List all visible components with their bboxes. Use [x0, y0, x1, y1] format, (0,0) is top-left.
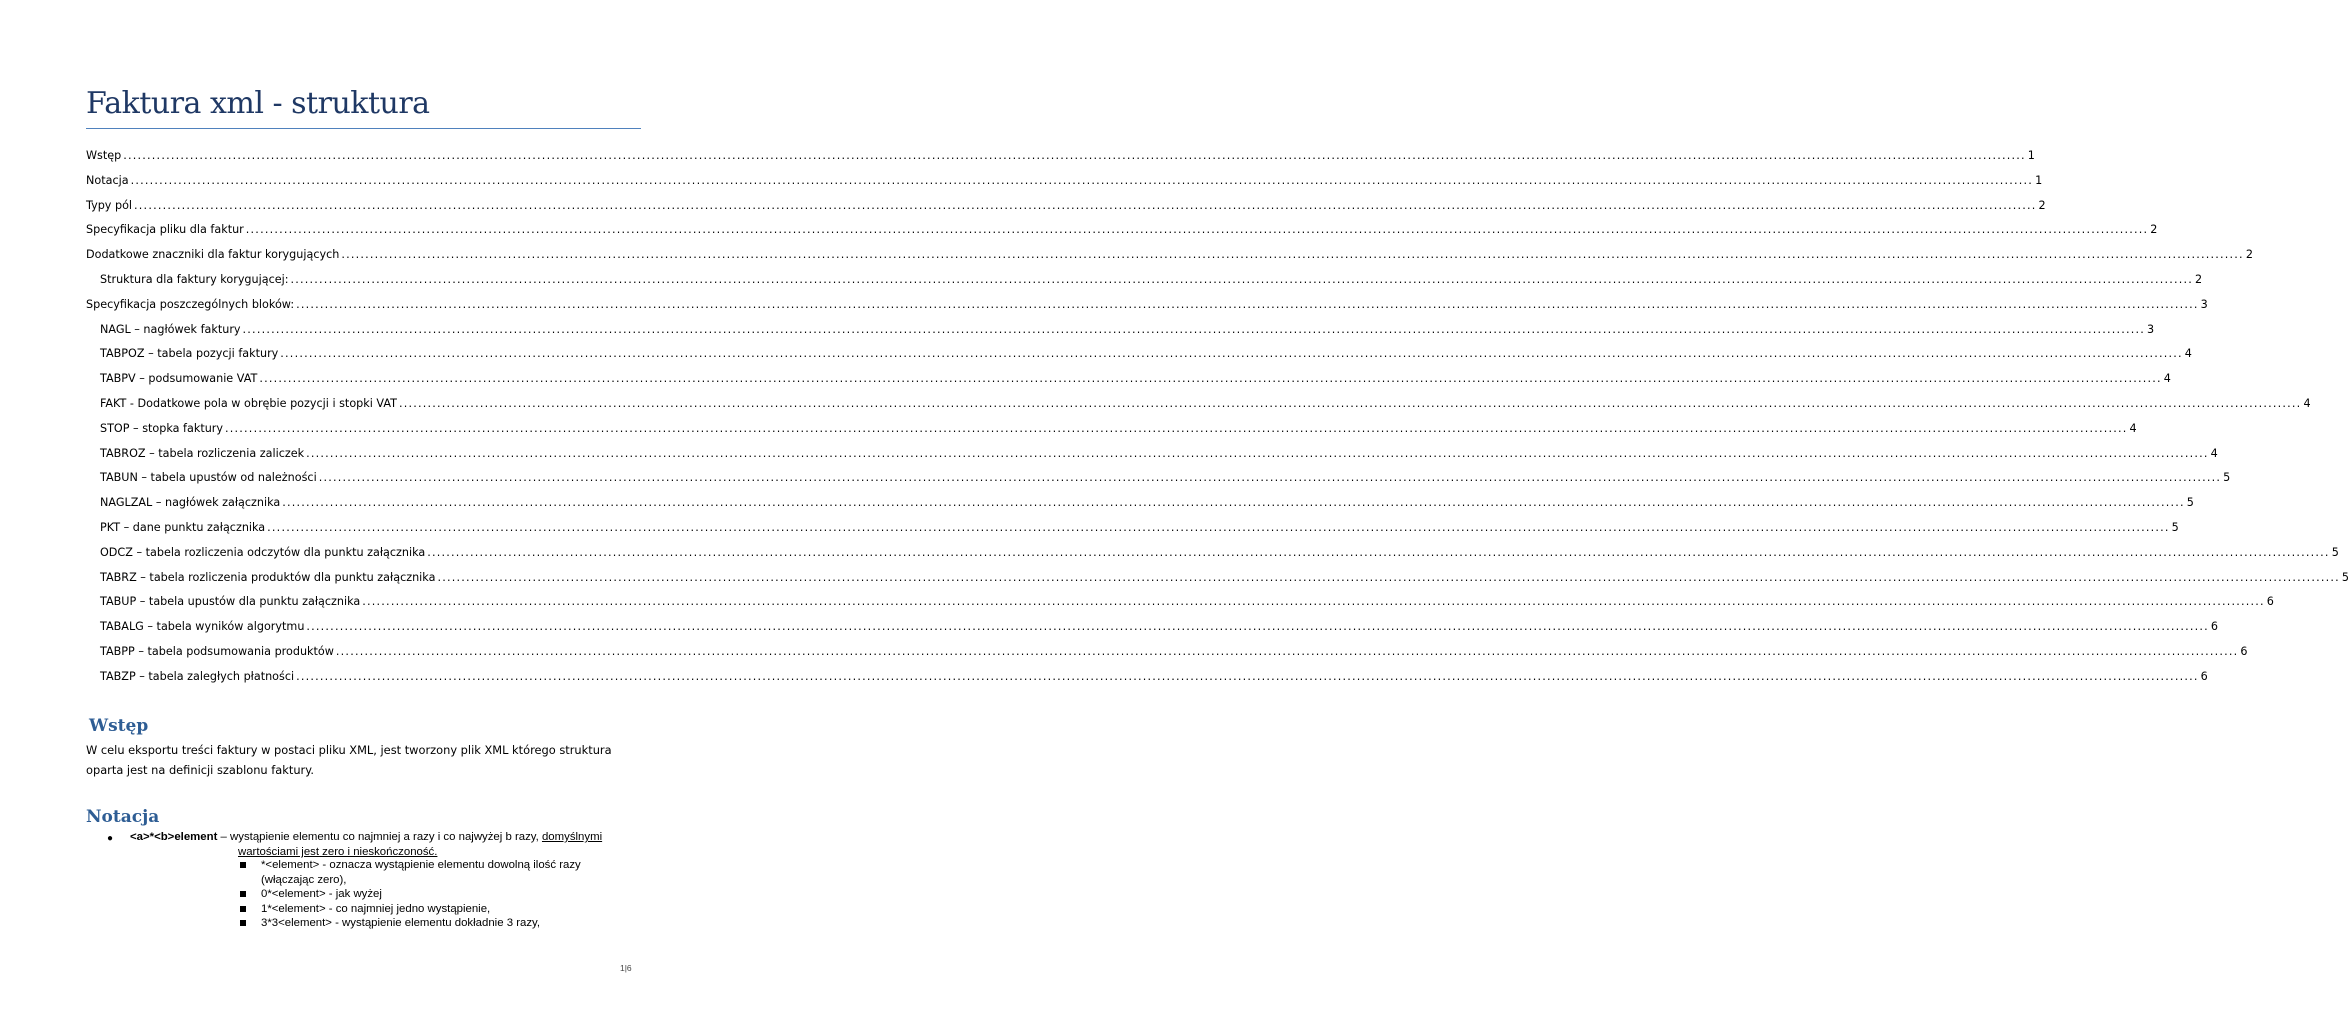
- toc-entry[interactable]: [86, 545, 2339, 570]
- toc-entry-label: NAGLZAL – nagłówek załącznika: [100, 496, 281, 510]
- toc-leader-dots: ................................................................................................................................................................................................................................................................................................................................................................................................................: [225, 421, 2128, 435]
- table-of-contents: [86, 148, 2349, 694]
- toc-entry[interactable]: [86, 520, 2179, 545]
- toc-leader-dots: ................................................................................................................................................................................................................................................................................................................................................................................................................: [296, 669, 2199, 683]
- square-bullet-icon: [240, 906, 246, 912]
- toc-entry[interactable]: [86, 346, 2192, 371]
- toc-entry-label: ODCZ – tabela rozliczenia odczytów dla punktu załącznika: [100, 545, 426, 559]
- notation-term: <a>*<b>element: [130, 831, 218, 843]
- toc-entry-label: TABUN – tabela upustów od należności: [100, 471, 317, 485]
- notation-desc: – wystąpienie elementu co najmniej a razy i co najwyżej b razy,: [217, 831, 542, 843]
- toc-leader-dots: ................................................................................................................................................................................................................................................................................................................................................................................................................: [242, 322, 2146, 336]
- square-bullet-icon: [240, 920, 246, 926]
- page-number: 1|6: [620, 963, 632, 973]
- toc-entry-page: 3: [2147, 322, 2155, 336]
- toc-entry-page: 5: [2171, 520, 2179, 534]
- toc-leader-dots: ................................................................................................................................................................................................................................................................................................................................................................................................................: [134, 198, 2037, 212]
- toc-leader-dots: ................................................................................................................................................................................................................................................................................................................................................................................................................: [306, 446, 2209, 460]
- toc-entry[interactable]: [86, 173, 2043, 198]
- toc-entry-label: TABUP – tabela upustów dla punktu załącznika: [100, 595, 361, 609]
- title-underline: [86, 128, 641, 129]
- toc-leader-dots: ................................................................................................................................................................................................................................................................................................................................................................................................................: [427, 545, 2330, 559]
- toc-entry-label: Notacja: [86, 173, 129, 187]
- toc-leader-dots: ................................................................................................................................................................................................................................................................................................................................................................................................................: [267, 520, 2170, 534]
- toc-leader-dots: ................................................................................................................................................................................................................................................................................................................................................................................................................: [296, 297, 2199, 311]
- notation-main-item: [130, 830, 602, 845]
- toc-entry-page: 6: [2240, 644, 2248, 658]
- toc-entry-page: 4: [2184, 347, 2192, 361]
- toc-entry-page: 4: [2210, 446, 2218, 460]
- sub-item-text: 3*3<element> - wystąpienie elementu dokładnie 3 razy,: [261, 917, 541, 929]
- heading-wstep: Wstęp: [89, 716, 149, 736]
- toc-entry[interactable]: [86, 421, 2137, 446]
- sub-item-text-continued: (włączając zero),: [261, 873, 347, 886]
- toc-entry[interactable]: [86, 594, 2274, 619]
- toc-leader-dots: ................................................................................................................................................................................................................................................................................................................................................................................................................: [398, 396, 2302, 410]
- notation-desc-underlined-2: wartościami jest zero i nieskończoność.: [238, 846, 438, 858]
- toc-entry-label: TABALG – tabela wyników algorytmu: [100, 620, 305, 634]
- toc-entry-page: 6: [2200, 669, 2208, 683]
- toc-entry[interactable]: [86, 272, 2203, 297]
- toc-leader-dots: ................................................................................................................................................................................................................................................................................................................................................................................................................: [245, 223, 2149, 237]
- toc-leader-dots: ................................................................................................................................................................................................................................................................................................................................................................................................................: [362, 595, 2265, 609]
- toc-entry-label: Struktura dla faktury korygującej:: [100, 272, 289, 286]
- toc-entry-page: 4: [2303, 396, 2311, 410]
- toc-entry[interactable]: [86, 198, 2046, 223]
- toc-entry-label: PKT – dane punktu załącznika: [100, 520, 266, 534]
- toc-entry-page: 6: [2266, 595, 2274, 609]
- toc-entry-page: 3: [2200, 297, 2208, 311]
- toc-entry[interactable]: [86, 669, 2208, 694]
- toc-entry[interactable]: [86, 297, 2208, 322]
- toc-entry-label: Wstęp: [86, 149, 122, 162]
- toc-entry[interactable]: [86, 495, 2194, 520]
- toc-leader-dots: ................................................................................................................................................................................................................................................................................................................................................................................................................: [437, 570, 2340, 584]
- toc-entry[interactable]: [86, 644, 2248, 669]
- toc-entry-label: Dodatkowe znaczniki dla faktur korygujących: [86, 248, 340, 262]
- toc-leader-dots: ................................................................................................................................................................................................................................................................................................................................................................................................................: [280, 347, 2183, 361]
- toc-entry-page: 4: [2129, 421, 2137, 435]
- toc-entry[interactable]: [86, 619, 2219, 644]
- toc-entry-page: 2: [2195, 272, 2203, 286]
- toc-leader-dots: ................................................................................................................................................................................................................................................................................................................................................................................................................: [130, 173, 2034, 187]
- toc-entry[interactable]: [86, 446, 2218, 471]
- toc-entry[interactable]: [86, 371, 2171, 396]
- toc-entry-label: TABRZ – tabela rozliczenia produktów dla punktu załącznika: [100, 570, 436, 584]
- document-title: Faktura xml - struktura: [86, 86, 430, 121]
- heading-notacja: Notacja: [86, 807, 160, 827]
- toc-leader-dots: ................................................................................................................................................................................................................................................................................................................................................................................................................: [335, 644, 2239, 658]
- toc-leader-dots: ................................................................................................................................................................................................................................................................................................................................................................................................................: [318, 471, 2222, 485]
- sub-item-text: *<element> - oznacza wystąpienie elementu dowolną ilość razy: [261, 859, 581, 871]
- toc-leader-dots: ................................................................................................................................................................................................................................................................................................................................................................................................................: [290, 272, 2193, 286]
- toc-entry[interactable]: [86, 222, 2158, 247]
- bullet-dot-icon: ●: [107, 833, 114, 844]
- toc-entry-label: TABROZ – tabela rozliczenia zaliczek: [100, 446, 305, 460]
- toc-entry-page: 5: [2223, 471, 2231, 485]
- toc-leader-dots: ................................................................................................................................................................................................................................................................................................................................................................................................................: [341, 248, 2244, 262]
- toc-entry-page: 2: [2150, 223, 2158, 237]
- toc-entry[interactable]: [86, 570, 2349, 595]
- toc-entry-label: TABPV – podsumowanie VAT: [100, 372, 258, 386]
- sub-item-text: 1*<element> - co najmniej jedno wystąpienie,: [261, 902, 491, 915]
- toc-entry-page: 5: [2331, 545, 2339, 559]
- toc-entry-label: STOP – stopka faktury: [100, 421, 224, 435]
- toc-leader-dots: ................................................................................................................................................................................................................................................................................................................................................................................................................: [259, 372, 2162, 386]
- toc-entry-label: TABPP – tabela podsumowania produktów: [100, 644, 334, 658]
- toc-entry-page: 5: [2341, 570, 2349, 584]
- toc-entry-label: TABPOZ – tabela pozycji faktury: [100, 347, 279, 361]
- square-bullet-icon: [240, 862, 246, 868]
- toc-entry-page: 2: [2038, 198, 2046, 212]
- toc-leader-dots: ................................................................................................................................................................................................................................................................................................................................................................................................................: [123, 149, 2026, 162]
- toc-leader-dots: ................................................................................................................................................................................................................................................................................................................................................................................................................: [306, 620, 2209, 634]
- toc-entry[interactable]: [86, 322, 2155, 347]
- toc-entry-label: Typy pól: [86, 198, 133, 212]
- toc-entry-page: 2: [2245, 248, 2253, 262]
- toc-entry[interactable]: [86, 396, 2311, 421]
- toc-entry-page: 4: [2163, 372, 2171, 386]
- toc-entry-page: 1: [2027, 149, 2035, 162]
- square-bullet-icon: [240, 891, 246, 897]
- sub-item-text: 0*<element> - jak wyżej: [261, 888, 382, 900]
- notation-desc-underlined-1: domyślnymi: [541, 831, 603, 843]
- toc-entry[interactable]: [86, 470, 2231, 495]
- toc-entry-label: NAGL – nagłówek faktury: [100, 322, 241, 336]
- toc-entry-label: TABZP – tabela zaległych płatności: [100, 669, 295, 683]
- toc-entry-label: Specyfikacja pliku dla faktur: [86, 223, 244, 237]
- toc-entry-label: Specyfikacja poszczególnych bloków:: [86, 297, 295, 311]
- toc-entry-page: 6: [2210, 620, 2219, 634]
- toc-entry-page: 1: [2035, 173, 2043, 187]
- toc-entry-label: FAKT - Dodatkowe pola w obrębie pozycji i stopki VAT: [100, 396, 397, 410]
- toc-entry-page: 5: [2186, 496, 2194, 510]
- toc-entry[interactable]: [86, 247, 2253, 272]
- toc-entry[interactable]: [86, 148, 2035, 173]
- toc-leader-dots: ................................................................................................................................................................................................................................................................................................................................................................................................................: [282, 496, 2185, 510]
- paragraph-wstep: W celu eksportu treści faktury w postaci pliku XML, jest tworzony plik XML którego struktura oparta jest na definicji szablonu faktury.: [86, 743, 612, 777]
